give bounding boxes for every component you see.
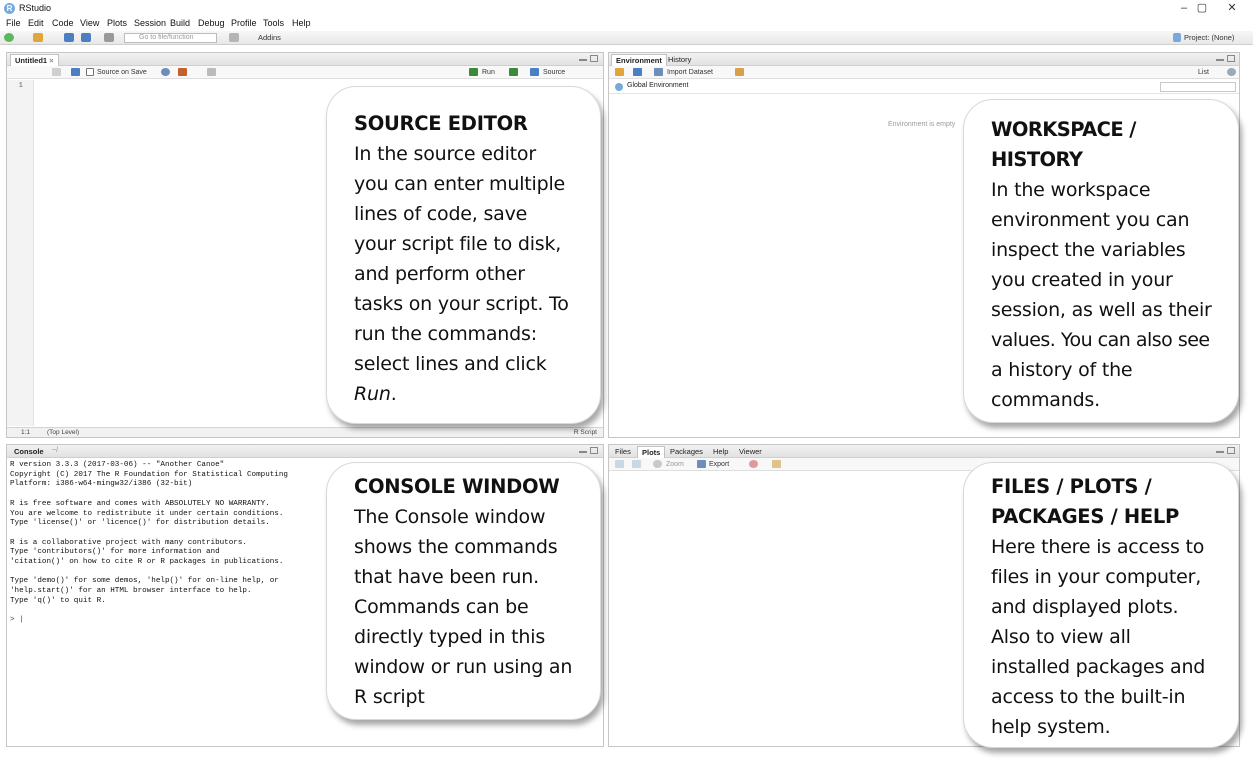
- menu-build[interactable]: Build: [170, 18, 191, 28]
- source-editor-callout: [326, 86, 601, 424]
- console-window-callout: [326, 462, 601, 720]
- minimize-pane-icon[interactable]: [1216, 59, 1224, 61]
- grid-layout-icon[interactable]: [229, 33, 239, 42]
- callout-line: The Console window: [354, 506, 546, 528]
- console-line: Type 'demo()' for some demos, 'help()' for on-line help, or: [10, 577, 279, 586]
- run-button[interactable]: Run: [482, 69, 495, 76]
- minimize-pane-icon[interactable]: [579, 451, 587, 453]
- callout-line: access to the built-in: [991, 686, 1186, 708]
- menu-debug[interactable]: Debug: [198, 18, 225, 28]
- callout-line: help system.: [991, 716, 1111, 738]
- console-line: [10, 607, 288, 617]
- tab-console[interactable]: Console: [14, 447, 44, 456]
- title-bar: [0, 0, 1253, 17]
- console-line: Type 'contributors()' for more information and: [10, 548, 220, 557]
- tab-plots[interactable]: Plots: [637, 446, 665, 458]
- minimize-button[interactable]: –: [1180, 2, 1188, 14]
- search-icon[interactable]: [161, 68, 170, 76]
- save-all-icon[interactable]: [81, 33, 91, 42]
- addins-menu[interactable]: Addins: [258, 33, 281, 42]
- forward-arrow-icon[interactable]: [632, 460, 641, 468]
- project-menu[interactable]: Project: (None): [1184, 33, 1235, 42]
- callout-line: shows the commands: [354, 536, 558, 558]
- console-line: [10, 490, 288, 500]
- line-gutter: [7, 80, 34, 426]
- menu-plots[interactable]: Plots: [107, 18, 128, 28]
- clear-plots-icon[interactable]: [772, 460, 781, 468]
- callout-line: and displayed plots.: [991, 596, 1179, 618]
- save-workspace-icon[interactable]: [633, 68, 642, 76]
- menu-view[interactable]: View: [80, 18, 100, 28]
- window-title: RStudio: [19, 3, 52, 13]
- tab-history[interactable]: History: [668, 55, 692, 64]
- console-line: Copyright (C) 2017 The R Foundation for Statistical Computing: [10, 470, 288, 479]
- tab-packages[interactable]: Packages: [670, 447, 703, 456]
- menu-edit[interactable]: Edit: [28, 18, 44, 28]
- tab-files[interactable]: Files: [615, 447, 631, 456]
- cursor-position: 1:1: [21, 429, 31, 436]
- callout-line: In the workspace: [991, 179, 1151, 201]
- callout-line: inspect the variables: [991, 239, 1186, 261]
- console-line: [10, 568, 288, 578]
- callout-line: [354, 379, 590, 409]
- menu-help[interactable]: Help: [292, 18, 311, 28]
- refresh-icon[interactable]: [1227, 68, 1236, 76]
- callout-line: Also to view all: [991, 626, 1131, 648]
- environment-empty-message: Environment is empty: [888, 121, 956, 128]
- minimize-pane-icon[interactable]: [1216, 451, 1224, 453]
- files-tabs: [609, 445, 1239, 458]
- callout-line: select lines and click: [354, 353, 547, 375]
- environment-scope-bar: [609, 80, 1239, 94]
- maximize-pane-icon[interactable]: [1227, 55, 1235, 62]
- callout-line: tasks on your script. To: [354, 293, 569, 315]
- console-line: Platform: i386-w64-mingw32/i386 (32-bit): [10, 480, 193, 489]
- scope-indicator[interactable]: (Top Level): [47, 429, 80, 436]
- close-button[interactable]: ✕: [1227, 2, 1237, 14]
- file-type-indicator[interactable]: R Script: [573, 429, 597, 436]
- menu-file[interactable]: File: [6, 18, 21, 28]
- list-view-toggle[interactable]: List: [1198, 69, 1209, 76]
- callout-line: values. You can also see: [991, 329, 1210, 351]
- main-toolbar: [0, 31, 1253, 45]
- load-workspace-icon[interactable]: [615, 68, 624, 76]
- callout-line: that have been run.: [354, 566, 539, 588]
- callout-punctuation: .: [390, 383, 397, 405]
- open-file-icon[interactable]: [33, 33, 43, 42]
- console-line: Type 'q()' to quit R.: [10, 596, 106, 605]
- console-output[interactable]: [10, 461, 288, 626]
- close-tab-icon[interactable]: ×: [49, 56, 54, 65]
- callout-line: and perform other: [354, 263, 525, 285]
- tab-label: Untitled1: [15, 56, 48, 65]
- run-emphasis: Run: [354, 383, 391, 405]
- maximize-pane-icon[interactable]: [590, 447, 598, 454]
- callout-line: you created in your: [991, 269, 1173, 291]
- source-on-save-label: Source on Save: [97, 69, 147, 76]
- callout-title: CONSOLE WINDOW: [354, 475, 560, 498]
- tab-untitled1[interactable]: [10, 54, 59, 66]
- source-statusbar: [7, 427, 603, 437]
- import-dataset-button[interactable]: Import Dataset: [667, 69, 713, 76]
- export-icon: [697, 460, 706, 468]
- callout-line: Commands can be: [354, 596, 529, 618]
- line-number: 1: [18, 82, 23, 90]
- show-in-window-icon[interactable]: [52, 68, 61, 76]
- callout-line: run the commands:: [354, 323, 537, 345]
- workspace-history-callout: [963, 99, 1239, 423]
- environment-scope-dropdown[interactable]: Global Environment: [627, 82, 689, 89]
- callout-line: directly typed in this: [354, 626, 546, 648]
- r-environment-icon: [615, 83, 623, 91]
- callout-line: commands.: [991, 389, 1100, 411]
- maximize-pane-icon[interactable]: [590, 55, 598, 62]
- environment-search-input[interactable]: [1160, 82, 1236, 92]
- print-icon[interactable]: [104, 33, 114, 42]
- callout-line: session, as well as their: [991, 299, 1212, 321]
- callout-title: PACKAGES / HELP: [991, 505, 1180, 528]
- callout-line: window or run using an: [354, 656, 573, 678]
- callout-line: environment you can: [991, 209, 1190, 231]
- tab-viewer[interactable]: Viewer: [739, 447, 762, 456]
- callout-line: a history of the: [991, 359, 1133, 381]
- working-directory: ~/: [52, 447, 59, 454]
- console-line: You are welcome to redistribute it under certain conditions.: [10, 509, 284, 518]
- callout-title: SOURCE EDITOR: [354, 112, 528, 135]
- maximize-pane-icon[interactable]: [1227, 447, 1235, 454]
- console-prompt[interactable]: > |: [10, 616, 24, 625]
- console-line: R version 3.3.3 (2017-03-06) -- "Another Canoe": [10, 461, 225, 469]
- menu-bar: [0, 17, 1253, 31]
- minimize-pane-icon[interactable]: [579, 59, 587, 61]
- source-button[interactable]: Source: [543, 69, 566, 76]
- console-tabs: [7, 445, 603, 458]
- code-tools-icon[interactable]: [178, 68, 187, 76]
- run-icon: [469, 68, 478, 76]
- zoom-icon: [653, 460, 662, 468]
- callout-line: files in your computer,: [991, 566, 1202, 588]
- callout-line: R script: [354, 686, 425, 708]
- callout-title: FILES / PLOTS /: [991, 475, 1152, 498]
- rstudio-logo-icon: R: [4, 3, 15, 14]
- menu-tools[interactable]: Tools: [263, 18, 285, 28]
- console-line: 'help.start()' for an HTML browser interface to help.: [10, 587, 252, 596]
- console-line: R is free software and comes with ABSOLUTELY NO WARRANTY.: [10, 499, 270, 508]
- callout-title: WORKSPACE / HISTORY: [991, 118, 1136, 171]
- source-tabs: [7, 53, 603, 66]
- tab-environment[interactable]: Environment: [611, 54, 667, 66]
- zoom-button[interactable]: Zoom: [666, 461, 684, 468]
- environment-toolbar: [609, 66, 1239, 79]
- console-line: Type 'license()' or 'licence()' for distribution details.: [10, 519, 270, 528]
- console-line: [10, 529, 288, 539]
- files-plots-help-callout: [963, 462, 1239, 748]
- callout-line: In the source editor: [354, 143, 536, 165]
- callout-line: you can enter multiple: [354, 173, 566, 195]
- source-on-save-checkbox[interactable]: [86, 68, 94, 76]
- menu-profile[interactable]: Profile: [231, 18, 257, 28]
- source-icon: [530, 68, 539, 76]
- callout-line: your script file to disk,: [354, 233, 562, 255]
- menu-code[interactable]: Code: [52, 18, 74, 28]
- console-line: 'citation()' on how to cite R or R packages in publications.: [10, 558, 284, 567]
- save-script-icon[interactable]: [71, 68, 80, 76]
- broom-icon[interactable]: [735, 68, 744, 76]
- callout-line: Here there is access to: [991, 536, 1205, 558]
- maximize-button[interactable]: ▢: [1196, 2, 1208, 14]
- go-to-file-input[interactable]: Go to file/function: [124, 33, 217, 43]
- tab-help[interactable]: Help: [713, 447, 729, 456]
- callout-line: lines of code, save: [354, 203, 528, 225]
- project-icon: [1173, 33, 1181, 42]
- environment-tabs: [609, 53, 1239, 66]
- remove-plot-icon[interactable]: [749, 460, 758, 468]
- rerun-icon[interactable]: [509, 68, 518, 76]
- callout-line: installed packages and: [991, 656, 1206, 678]
- new-file-icon[interactable]: [4, 33, 14, 42]
- import-dataset-icon: [654, 68, 663, 76]
- compile-report-icon[interactable]: [207, 68, 216, 76]
- menu-session[interactable]: Session: [134, 18, 167, 28]
- back-arrow-icon[interactable]: [615, 460, 624, 468]
- save-icon[interactable]: [64, 33, 74, 42]
- export-menu[interactable]: Export: [709, 461, 730, 468]
- source-toolbar: [7, 66, 603, 79]
- console-line: R is a collaborative project with many contributors.: [10, 538, 247, 547]
